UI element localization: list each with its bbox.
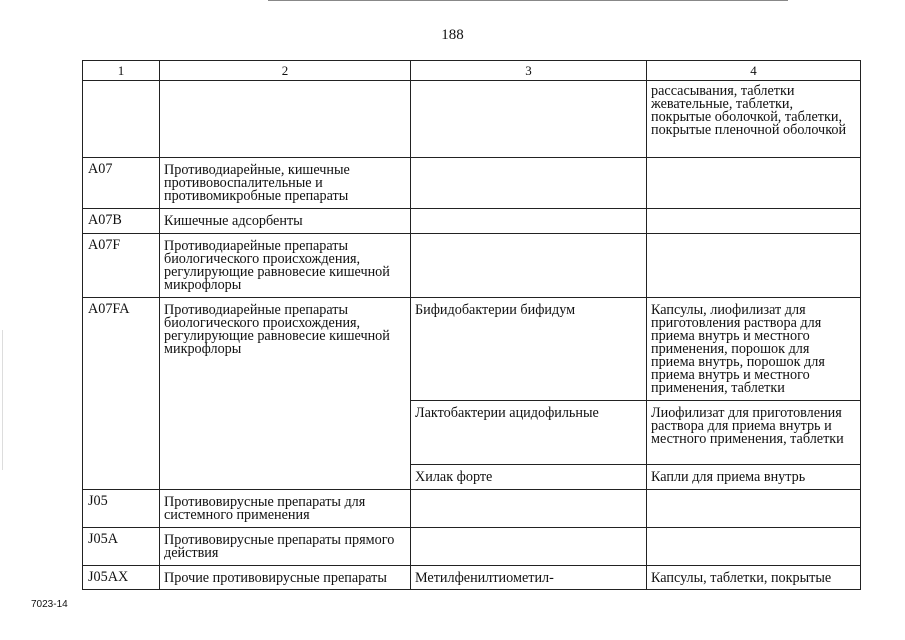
drug-name-cell	[411, 528, 647, 566]
table-row	[83, 490, 861, 528]
atc-code-cell: J05AX	[83, 566, 160, 590]
drug-name-cell: Метилфенилтиометил-	[411, 566, 647, 590]
drug-name-cell	[411, 81, 647, 158]
atc-code-cell: A07B	[83, 209, 160, 234]
drug-name-cell: Лактобактерии ацидофильные	[411, 401, 647, 465]
table-row	[83, 209, 861, 234]
dosage-form-cell	[647, 158, 861, 209]
table-row	[83, 298, 861, 401]
dosage-form-cell	[647, 490, 861, 528]
atc-code-cell: A07	[83, 158, 160, 209]
drug-name-cell	[411, 234, 647, 298]
dosage-form-cell	[647, 528, 861, 566]
table-row	[83, 566, 861, 590]
group-name-cell: Противовирусные препараты для системного применения	[160, 490, 411, 528]
drug-name-cell	[411, 209, 647, 234]
group-name-cell: Противодиарейные препараты биологического происхождения, регулирующие равновесие кишечной микрофлоры	[160, 298, 411, 490]
drug-name-cell: Хилак форте	[411, 465, 647, 490]
drug-name-cell	[411, 158, 647, 209]
table-header-row	[83, 61, 861, 81]
dosage-form-cell: Лиофилизат для приготовления раствора для приема внутрь и местного применения, таблетки	[647, 401, 861, 465]
dosage-form-cell: Капсулы, лиофилизат для приготовления раствора для приема внутрь и местного применения, порошок для приема внутрь, порошок для приема внутрь и местного применения, таблетки	[647, 298, 861, 401]
atc-code-cell: A07FA	[83, 298, 160, 490]
document-code: 7023-14	[31, 599, 68, 610]
atc-code-cell	[83, 81, 160, 158]
column-header: 1	[83, 61, 160, 81]
scan-edge-mark	[2, 330, 3, 470]
drug-name-cell	[411, 490, 647, 528]
dosage-form-cell: рассасывания, таблетки жевательные, таблетки, покрытые оболочкой, таблетки, покрытые пленочной оболочкой	[647, 81, 861, 158]
table-row	[83, 234, 861, 298]
group-name-cell: Противодиарейные, кишечные противовоспалительные и противомикробные препараты	[160, 158, 411, 209]
column-header: 3	[411, 61, 647, 81]
group-name-cell: Противовирусные препараты прямого действия	[160, 528, 411, 566]
drug-name-cell: Бифидобактерии бифидум	[411, 298, 647, 401]
table-row	[83, 528, 861, 566]
table-row	[83, 158, 861, 209]
dosage-form-cell	[647, 234, 861, 298]
dosage-form-cell: Капсулы, таблетки, покрытые	[647, 566, 861, 590]
atc-code-cell: A07F	[83, 234, 160, 298]
drug-classification-table	[82, 60, 861, 590]
top-rule	[268, 0, 788, 1]
column-header: 4	[647, 61, 861, 81]
page-number: 188	[441, 27, 464, 43]
group-name-cell: Прочие противовирусные препараты	[160, 566, 411, 590]
column-header: 2	[160, 61, 411, 81]
dosage-form-cell	[647, 209, 861, 234]
group-name-cell: Кишечные адсорбенты	[160, 209, 411, 234]
group-name-cell: Противодиарейные препараты биологического происхождения, регулирующие равновесие кишечной микрофлоры	[160, 234, 411, 298]
atc-code-cell: J05A	[83, 528, 160, 566]
table-row	[83, 81, 861, 158]
group-name-cell	[160, 81, 411, 158]
atc-code-cell: J05	[83, 490, 160, 528]
dosage-form-cell: Капли для приема внутрь	[647, 465, 861, 490]
